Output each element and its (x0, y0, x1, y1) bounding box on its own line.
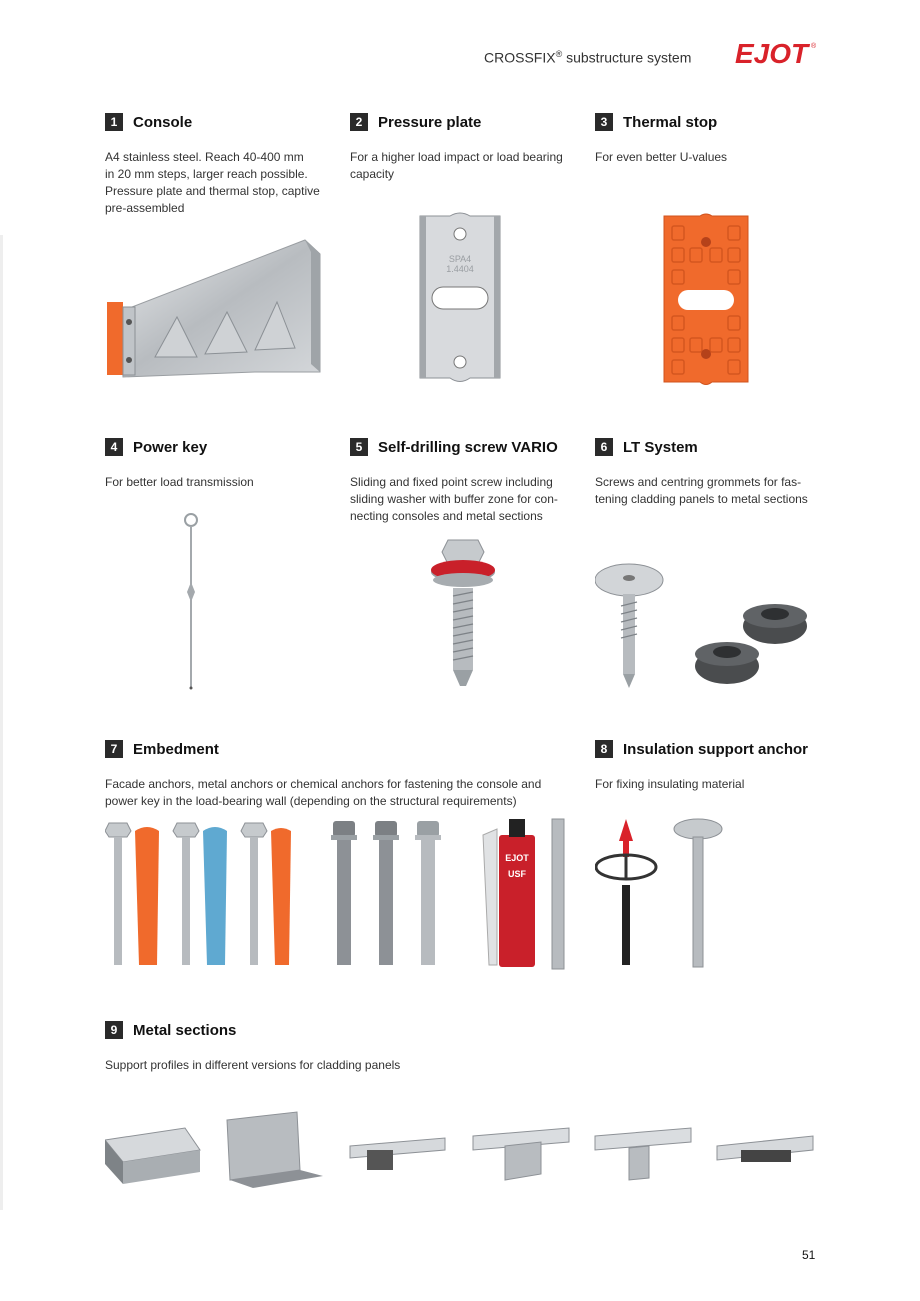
section-number: 1 (105, 113, 123, 131)
section-console-heading (105, 113, 192, 131)
svg-text:®: ® (811, 43, 817, 50)
section-thermal-stop-description: For even better U-values (595, 150, 728, 164)
section-title: Insulation support anchor (623, 740, 809, 758)
section-metal-sections-description: Support profiles in different versions for cladding panels (105, 1058, 401, 1072)
left-margin-rule (0, 235, 3, 1210)
section-title: Embedment (133, 740, 219, 758)
section-number: 3 (595, 113, 613, 131)
console-image (105, 232, 325, 380)
svg-text:1.4404: 1.4404 (446, 264, 474, 274)
embedment-anchors-image (105, 815, 575, 975)
section-title: LT System (623, 438, 698, 456)
section-pressure-plate-heading (350, 113, 481, 131)
section-insulation-anchor-description: For fixing insulating material (595, 777, 745, 791)
section-number: 5 (350, 438, 368, 456)
section-power-key-heading (105, 438, 207, 456)
section-number: 9 (105, 1021, 123, 1039)
lt-system-image (595, 558, 810, 693)
section-lt-system-description: Screws and centring grommets for fas- tening cladding panels to metal sections (595, 475, 808, 506)
section-embedment-description: Facade anchors, metal anchors or chemical anchors for fastening the console and power key in the load-bearing wall (depending on the structural requirements) (105, 777, 542, 808)
section-metal-sections-heading (105, 1021, 236, 1039)
section-title: Pressure plate (378, 113, 482, 131)
insulation-anchors-image (595, 815, 730, 975)
section-vario-screw-description: Sliding and fixed point screw including sliding washer with buffer zone for con- necting consoles and metal sections (350, 475, 558, 523)
section-title: Thermal stop (623, 113, 718, 131)
section-console-description: A4 stainless steel. Reach 40-400 mm in 20 mm steps, larger reach possible. Pressure plate and thermal stop, captive pre-assembled (105, 150, 320, 215)
section-thermal-stop-heading (595, 113, 717, 131)
section-number: 2 (350, 113, 368, 131)
svg-text:USF: USF (508, 869, 526, 879)
metal-sections-image (105, 1110, 817, 1195)
svg-text:EJOT: EJOT (505, 853, 529, 863)
section-number: 8 (595, 740, 613, 758)
section-insulation-anchor-heading (595, 740, 808, 758)
section-power-key-description: For better load transmission (105, 475, 254, 489)
power-key-image (180, 512, 202, 692)
section-vario-screw-heading (350, 438, 558, 456)
section-embedment-heading (105, 740, 219, 758)
vario-screw-image (428, 536, 498, 691)
svg-text:SPA4: SPA4 (448, 254, 472, 264)
thermal-stop-image (660, 212, 752, 387)
section-lt-system-heading (595, 438, 698, 456)
section-title: Metal sections (133, 1021, 237, 1039)
pressure-plate-image (414, 210, 506, 385)
section-number: 6 (595, 438, 613, 456)
section-title: Power key (133, 438, 208, 456)
section-pressure-plate-description: For a higher load impact or load bearing capacity (350, 150, 563, 181)
section-title: Console (133, 113, 193, 131)
document-header-title: CROSSFIX® substructure system (484, 49, 692, 66)
section-number: 4 (105, 438, 123, 456)
ejot-logo (735, 38, 815, 68)
page-number: 51 (802, 1248, 816, 1262)
section-title: Self-drilling screw VARIO (378, 438, 558, 456)
svg-text:EJOT: EJOT (735, 38, 809, 68)
section-number: 7 (105, 740, 123, 758)
